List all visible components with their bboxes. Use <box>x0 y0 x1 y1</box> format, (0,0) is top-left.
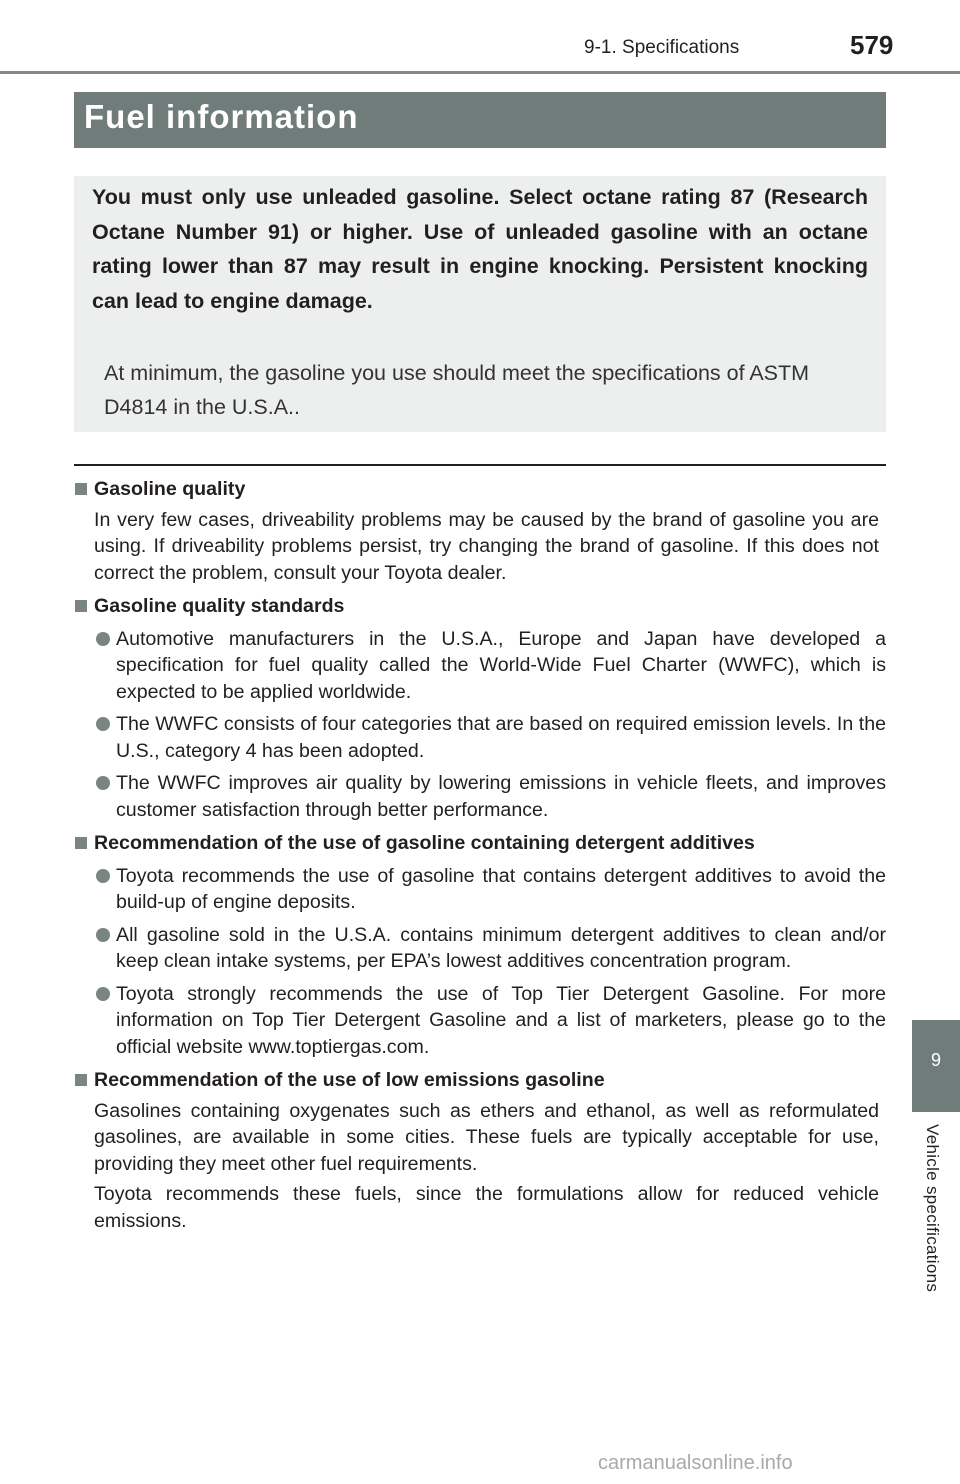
body-paragraph: Toyota recommends these fuels, since the formulations allow for reduced vehicle emissions. <box>94 1183 879 1232</box>
body-paragraph: In very few cases, driveability problems may be caused by the brand of gasoline you are using. If driveability problems persist, try changing the brand of gasoline. If this does not correct the problem, consult your Toyota dealer. <box>94 508 879 584</box>
bullet-item <box>74 711 886 764</box>
square-marker-icon <box>75 600 87 612</box>
bullet-text: Toyota strongly recommends the use of Top Tier Detergent Gasoline. For more information on Top Tier Detergent Gasoline and a list of marketers, please go to the official website www.toptiergas.com. <box>116 982 886 1058</box>
chapter-number: 9 <box>930 1050 941 1070</box>
header-rule <box>0 71 960 74</box>
bullet-dot-icon <box>96 717 110 731</box>
bullet-dot-icon <box>96 928 110 942</box>
watermark: carmanualsonline.info <box>598 1452 793 1474</box>
content <box>74 476 886 1234</box>
bullet-text: The WWFC improves air quality by lowering emissions in vehicle fleets, and improves customer satisfaction through better performance. <box>116 772 886 821</box>
bullet-item <box>74 922 886 975</box>
bullet-text: Toyota recommends the use of gasoline that contains detergent additives to avoid the build-up of engine deposits. <box>116 864 886 913</box>
section-heading-text: Gasoline quality <box>94 478 246 500</box>
intro-note-text: At minimum, the gasoline you use should meet the specifications of ASTM D4814 in the U.S.A.. <box>104 361 810 419</box>
bullet-text: Automotive manufacturers in the U.S.A., Europe and Japan have developed a specification for fuel quality called the World-Wide Fuel Charter (WWFC), which is expected to be applied worldwide. <box>116 627 886 703</box>
bullet-item <box>74 863 886 916</box>
page-title: Fuel information <box>84 98 359 135</box>
bullet-item <box>74 626 886 706</box>
bullet-dot-icon <box>96 632 110 646</box>
section-heading-text: Gasoline quality standards <box>94 595 345 617</box>
section-heading <box>74 476 886 503</box>
section-heading <box>74 830 886 857</box>
bullet-dot-icon <box>96 869 110 883</box>
intro-box <box>74 176 886 432</box>
chapter-label: Vehicle specifications <box>923 1124 942 1293</box>
bullet-text: The WWFC consists of four categories that are based on required emission levels. In the U.S., category 4 has been adopted. <box>116 713 886 762</box>
bullet-text: All gasoline sold in the U.S.A. contains minimum detergent additives to clean and/or keep clean intake systems, per EPA’s lowest additives concentration program. <box>116 923 886 972</box>
section-heading-text: Recommendation of the use of low emissions gasoline <box>94 1069 605 1091</box>
header-section-title: 9-1. Specifications <box>584 37 740 58</box>
square-marker-icon <box>75 837 87 849</box>
section-heading <box>74 593 886 620</box>
bullet-item <box>74 770 886 823</box>
square-marker-icon <box>75 483 87 495</box>
section-divider <box>74 464 886 466</box>
page-number: 579 <box>850 30 894 60</box>
title-bar <box>74 92 886 148</box>
chapter-tab <box>912 1020 960 1112</box>
square-marker-icon <box>75 1074 87 1086</box>
body-paragraph: Gasolines containing oxygenates such as ethers and ethanol, as well as reformulated gasolines, are available in some cities. These fuels are typically acceptable for use, providing they meet other fuel requirements. <box>94 1099 879 1175</box>
section-heading <box>74 1067 886 1094</box>
intro-bold-text: You must only use unleaded gasoline. Select octane rating 87 (Research Octane Number 91) or higher. Use of unleaded gasoline with an octane rating lower than 87 may result in engine knocking. Persistent knocking can lead to engine damage. <box>92 185 868 313</box>
bullet-dot-icon <box>96 776 110 790</box>
bullet-dot-icon <box>96 987 110 1001</box>
section-heading-text: Recommendation of the use of gasoline containing detergent additives <box>94 832 755 854</box>
bullet-item <box>74 981 886 1061</box>
